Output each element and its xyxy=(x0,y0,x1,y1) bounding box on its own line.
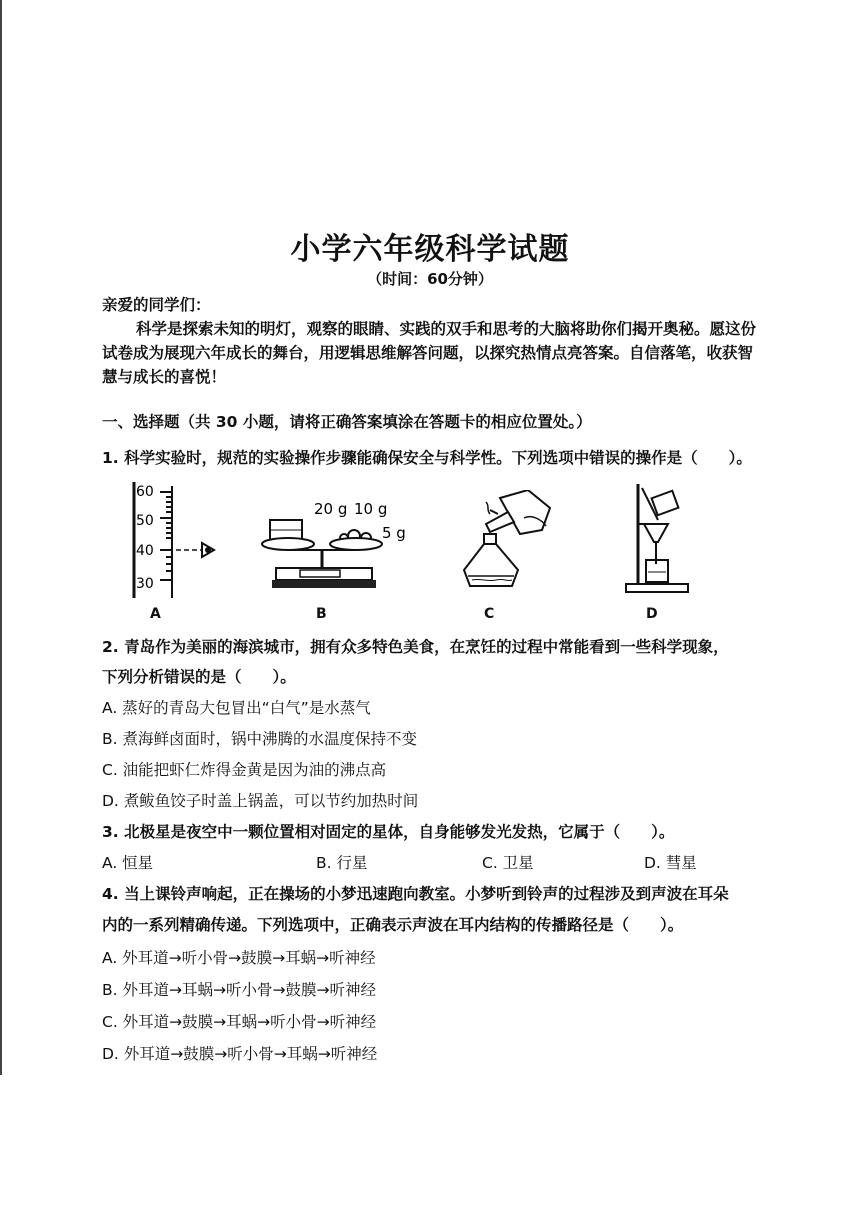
exam-duration: （时间：60分钟） xyxy=(367,270,493,288)
question-2-stem-line-2: 下列分析错误的是（ ）。 xyxy=(102,668,296,686)
question-4-option-c: C. 外耳道→鼓膜→耳蜗→听小骨→听神经 xyxy=(102,1013,377,1031)
page-title: 小学六年级科学试题 xyxy=(290,232,570,267)
figure-label-d: D xyxy=(646,606,658,622)
question-2-option-c: C. 油能把虾仁炸得金黄是因为油的沸点高 xyxy=(102,761,387,779)
question-3-option-d: D. 彗星 xyxy=(644,854,697,872)
figure-label-a: A xyxy=(150,606,161,622)
question-2-option-a: A. 蒸好的青岛大包冒出“白气”是水蒸气 xyxy=(102,699,371,717)
intro-greeting: 亲爱的同学们： xyxy=(102,296,211,314)
figure-label-b: B xyxy=(316,606,327,622)
question-1-stem: 1. 科学实验时，规范的实验操作步骤能确保安全与科学性。下列选项中错误的操作是（ ）。 xyxy=(102,449,752,467)
question-4-option-a: A. 外耳道→听小骨→鼓膜→耳蜗→听神经 xyxy=(102,949,376,967)
cylinder-tick-50: 50 xyxy=(136,513,154,529)
figure-label-c: C xyxy=(484,606,495,622)
question-3-option-a: A. 恒星 xyxy=(102,854,154,872)
question-4-option-b: B. 外耳道→耳蜗→听小骨→鼓膜→听神经 xyxy=(102,981,376,999)
weight-label-5g: 5 g xyxy=(382,524,406,542)
cylinder-tick-40: 40 xyxy=(136,543,154,559)
intro-line-3: 慧与成长的喜悦！ xyxy=(102,368,227,386)
question-4-stem-line-1: 4. 当上课铃声响起，正在操场的小梦迅速跑向教室。小梦听到铃声的过程涉及到声波在耳朵 xyxy=(102,885,729,903)
cylinder-tick-30: 30 xyxy=(136,576,154,592)
question-4-option-d: D. 外耳道→鼓膜→听小骨→耳蜗→听神经 xyxy=(102,1045,378,1063)
figure-c-pouring-flask xyxy=(460,490,570,595)
question-3-option-b: B. 行星 xyxy=(316,854,368,872)
cylinder-tick-60: 60 xyxy=(136,484,154,500)
question-2-stem-line-1: 2. 青岛作为美丽的海滨城市，拥有众多特色美食，在烹饪的过程中常能看到一些科学现象， xyxy=(102,638,729,656)
question-3-option-c: C. 卫星 xyxy=(482,854,534,872)
intro-line-2: 试卷成为展现六年成长的舞台，用逻辑思维解答问题，以探究热情点亮答案。自信落笔，收获智 xyxy=(102,344,754,362)
figure-d-filtration-setup xyxy=(616,480,696,595)
section-heading: 一、选择题（共 30 小题，请将正确答案填涂在答题卡的相应位置处。） xyxy=(102,413,592,431)
weight-label-20g: 20 g xyxy=(314,500,348,518)
intro-line-1: 科学是探索未知的明灯，观察的眼睛、实践的双手和思考的大脑将助你们揭开奥秘。愿这份 xyxy=(136,320,757,338)
question-2-option-d: D. 煮鲅鱼饺子时盖上锅盖，可以节约加热时间 xyxy=(102,792,419,810)
question-3-stem: 3. 北极星是夜空中一颗位置相对固定的星体，自身能够发光发热，它属于（ ）。 xyxy=(102,823,675,841)
weight-label-10g: 10 g xyxy=(354,500,388,518)
question-2-option-b: B. 煮海鲜卤面时，锅中沸腾的水温度保持不变 xyxy=(102,730,417,748)
figure-b-balance-scale xyxy=(260,494,410,594)
question-4-stem-line-2: 内的一系列精确传递。下列选项中，正确表示声波在耳内结构的传播路径是（ ）。 xyxy=(102,916,684,934)
scan-left-edge xyxy=(0,0,2,1075)
figure-a-graduated-cylinder xyxy=(120,480,220,600)
